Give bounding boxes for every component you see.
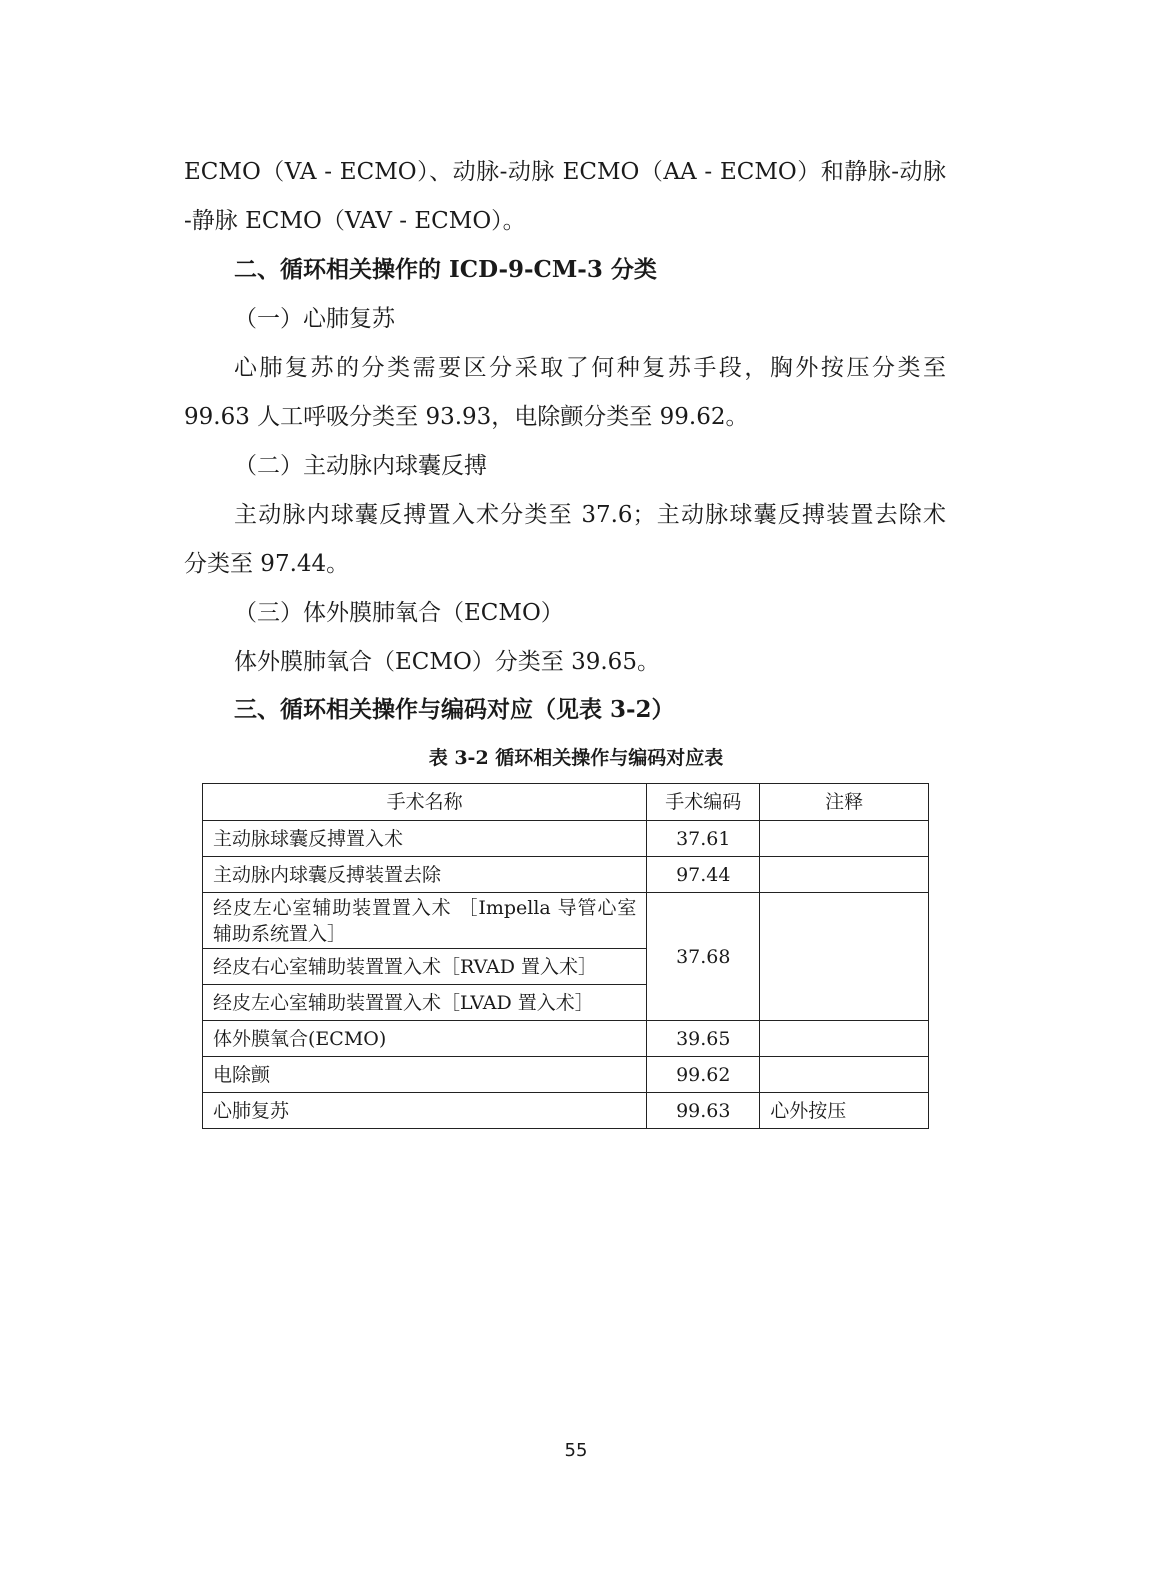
subheading-ecmo: （三）体外膜肺氧合（ECMO） bbox=[234, 600, 564, 626]
subheading-iabp: （二）主动脉内球囊反搏 bbox=[234, 453, 487, 479]
note-cell bbox=[760, 821, 929, 857]
procedure-code-cell-merged: 37.68 bbox=[647, 893, 760, 1021]
table-row bbox=[203, 893, 929, 949]
paragraph-cpr-line-1: 心肺复苏的分类需要区分采取了何种复苏手段，胸外按压分类至 bbox=[234, 355, 946, 381]
section-heading-code-mapping: 三、循环相关操作与编码对应（见表 3-2） bbox=[234, 696, 675, 723]
paragraph-ecmo-types-line-2: -静脉 ECMO（VAV - ECMO）。 bbox=[184, 208, 526, 234]
column-header-procedure-name: 手术名称 bbox=[203, 784, 647, 821]
table-row bbox=[203, 821, 929, 857]
subheading-cpr: （一）心肺复苏 bbox=[234, 306, 395, 332]
note-cell bbox=[760, 857, 929, 893]
note-cell bbox=[760, 1021, 929, 1057]
paragraph-iabp-line-1: 主动脉内球囊反搏置入术分类至 37.6；主动脉球囊反搏装置去除术 bbox=[234, 502, 946, 528]
paragraph-iabp-line-2: 分类至 97.44。 bbox=[184, 551, 350, 577]
procedure-code-cell: 97.44 bbox=[647, 857, 760, 893]
note-cell bbox=[760, 1057, 929, 1093]
procedure-name-cell: 主动脉内球囊反搏装置去除 bbox=[203, 857, 647, 893]
note-cell: 心外按压 bbox=[760, 1093, 929, 1129]
procedure-name-cell: 经皮左心室辅助装置置入术［LVAD 置入术］ bbox=[203, 985, 647, 1021]
table-row bbox=[203, 857, 929, 893]
table-row bbox=[203, 1021, 929, 1057]
procedure-name-cell: 电除颤 bbox=[203, 1057, 647, 1093]
paragraph-cpr-line-2: 99.63 人工呼吸分类至 93.93，电除颤分类至 99.62。 bbox=[184, 404, 749, 430]
table-caption: 表 3-2 循环相关操作与编码对应表 bbox=[428, 747, 724, 769]
procedure-name-cell: 经皮左心室辅助装置置入术 ［Impella 导管心室辅助系统置入］ bbox=[203, 893, 647, 949]
procedure-code-table bbox=[202, 783, 929, 1129]
procedure-code-cell: 37.61 bbox=[647, 821, 760, 857]
procedure-name-cell: 体外膜氧合(ECMO) bbox=[203, 1021, 647, 1057]
procedure-code-cell: 99.63 bbox=[647, 1093, 760, 1129]
table-header-row bbox=[203, 784, 929, 821]
paragraph-ecmo: 体外膜肺氧合（ECMO）分类至 39.65。 bbox=[234, 649, 660, 675]
table-row bbox=[203, 1093, 929, 1129]
procedure-name-cell: 心肺复苏 bbox=[203, 1093, 647, 1129]
procedure-name-cell: 主动脉球囊反搏置入术 bbox=[203, 821, 647, 857]
section-heading-icd-classification: 二、循环相关操作的 ICD-9-CM-3 分类 bbox=[234, 256, 657, 283]
column-header-note: 注释 bbox=[760, 784, 929, 821]
table-row bbox=[203, 1057, 929, 1093]
column-header-procedure-code: 手术编码 bbox=[647, 784, 760, 821]
note-cell-merged bbox=[760, 893, 929, 1021]
procedure-name-cell: 经皮右心室辅助装置置入术［RVAD 置入术］ bbox=[203, 949, 647, 985]
page-number: 55 bbox=[564, 1440, 588, 1461]
paragraph-ecmo-types-line-1: ECMO（VA - ECMO）、动脉-动脉 ECMO（AA - ECMO）和静脉-动脉 bbox=[184, 159, 946, 185]
procedure-code-cell: 39.65 bbox=[647, 1021, 760, 1057]
procedure-code-cell: 99.62 bbox=[647, 1057, 760, 1093]
